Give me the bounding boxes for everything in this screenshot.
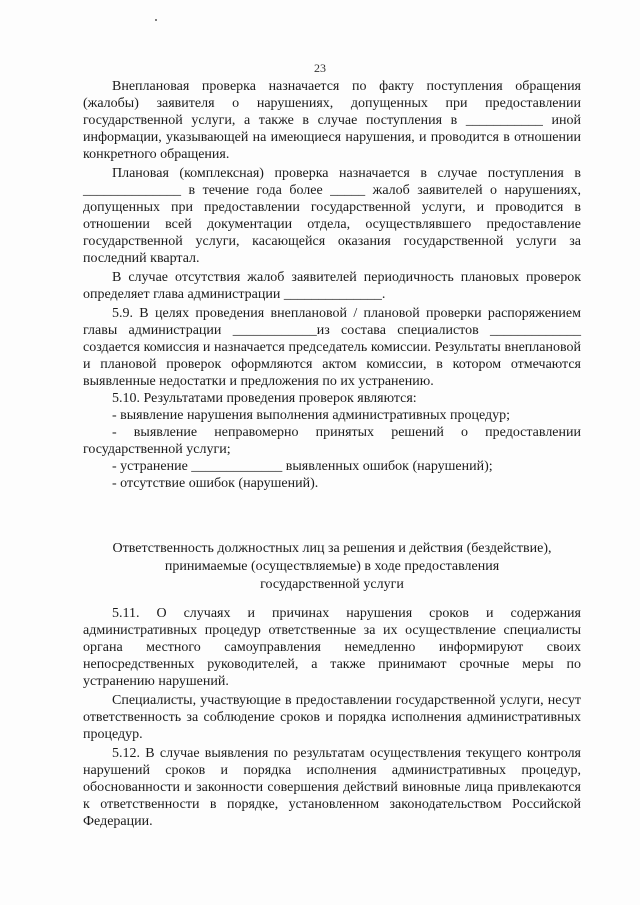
list-item-unlawful-decisions: - выявление неправомерно принятых решений о предоставлении государственной услуги; [83,425,581,457]
paragraph-scheduled-inspection: Плановая (комплексная) проверка назначается в случае поступления в ______________ в течение года более _____ жалоб заявителей о нарушениях, допущенных при предоставлении государственной услуги, и проводится в отношении всей документации отдела, осуществлявшего предоставление государственной услуги, касающейся оказания государственной услуги за последний квартал. [83,166,581,266]
paragraph-5-12: 5.12. В случае выявления по результатам осуществления текущего контроля нарушений сроков и порядка исполнения административных процедур, обоснованности и законности совершения действий виновные лица привлекаются к ответственности в порядке, установленном законодательством Российской Федерации. [83,746,581,829]
paragraph-5-11: 5.11. О случаях и причинах нарушения сроков и содержания административных процедур ответственные за их осуществление специалисты органа местного самоуправления немедленно информируют своих непосредственных руководителей, а также принимают срочные меры по устранению нарушений. [83,606,581,689]
bottom-section [83,605,581,830]
paragraph-no-complaints: В случае отсутствия жалоб заявителей периодичность плановых проверок определяет глава администрации ______________. [83,270,581,302]
section-heading [83,540,581,594]
paragraph-5-9: 5.9. В целях проведения внеплановой / плановой проверки распоряжением главы администрации ____________из состава специалистов _____________ создается комиссия и назначается председатель комиссии. Результаты внеплановой и плановой проверок оформляются актом комиссии, в котором отмечаются выявленные недостатки и предложения по их устранению. [83,306,581,389]
list-item-elimination: - устранение _____________ выявленных ошибок (нарушений); [112,459,493,474]
section-heading-line-3: государственной услуги [260,577,404,592]
top-section [83,78,581,492]
list-item-violations: - выявление нарушения выполнения административных процедур; [112,408,510,423]
list-item-no-errors: - отсутствие ошибок (нарушений). [112,476,319,491]
paragraph-unscheduled-inspection: Внеплановая проверка назначается по факту поступления обращения (жалобы) заявителя о нарушениях, допущенных при предоставлении государственной услуги, а также в случае поступления в ___________ иной информации, указывающей на имеющиеся нарушения, и проводится в отношении конкретного обращения. [83,79,581,162]
page-number: 23 [314,61,326,75]
section-heading-line-1: Ответственность должностных лиц за решения и действия (бездействие), [112,541,552,556]
scan-speck [155,19,157,21]
paragraph-specialists-responsibility: Специалисты, участвующие в предоставлении государственной услуги, несут ответственность за соблюдение сроков и порядка исполнения административных процедур. [83,693,581,742]
paragraph-5-10: 5.10. Результатами проведения проверок являются: [112,391,417,406]
section-heading-line-2: принимаемые (осуществляемые) в ходе предоставления [164,559,500,574]
